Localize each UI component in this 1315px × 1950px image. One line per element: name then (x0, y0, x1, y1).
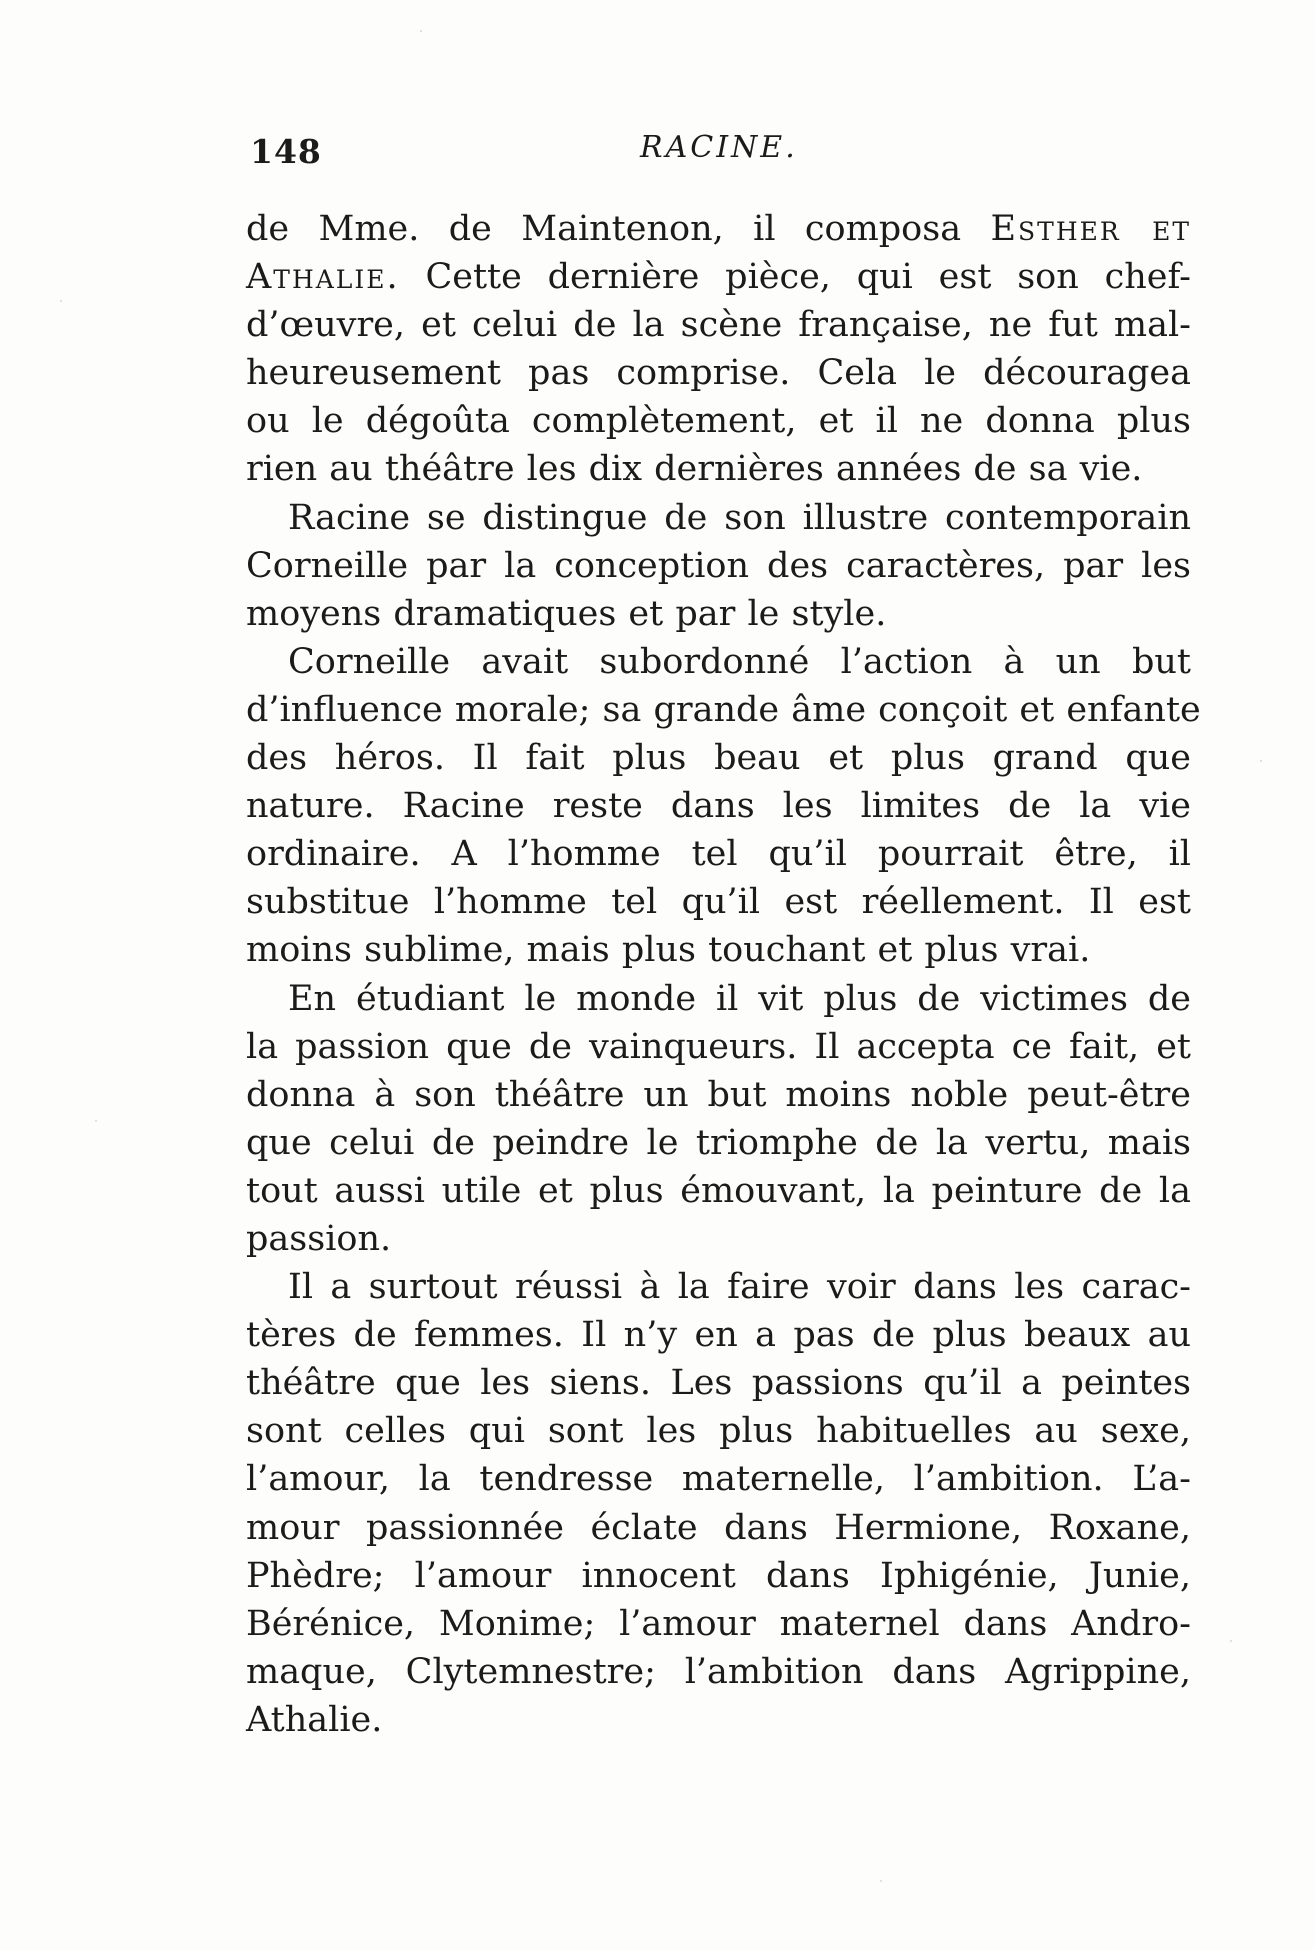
work-title-athalie: Athalie. (246, 257, 400, 298)
page-header (250, 126, 1180, 176)
text-line: nature. Racine reste dans les limites de la vie (246, 786, 1191, 827)
text-line: tout aussi utile et plus émouvant, la peinture de la (246, 1170, 1191, 1211)
text-line: mour passionnée éclate dans Hermione, Roxane, (246, 1507, 1191, 1548)
text-line: passion. (246, 1218, 392, 1259)
text-line: Phèdre; l’amour innocent dans Iphigénie, Junie, (246, 1555, 1191, 1596)
page-number: 148 (250, 132, 322, 171)
text-line: moyens dramatiques et par le style. (246, 593, 887, 634)
text-line: Corneille par la conception des caractères, par les (246, 545, 1191, 586)
text-line: Athalie. (246, 1699, 383, 1740)
text-line: que celui de peindre le triomphe de la vertu, mais (246, 1122, 1191, 1163)
text-line: ou le dégoûta complètement, et il ne donna plus (246, 401, 1191, 442)
text-line: la passion que de vainqueurs. Il accepta ce fait, et (246, 1026, 1191, 1067)
text-line: Racine se distingue de son illustre contemporain (288, 497, 1191, 538)
paragraph-1 (246, 205, 1191, 494)
text-line: des héros. Il fait plus beau et plus grand que (246, 738, 1191, 779)
paper-speck (1260, 760, 1262, 762)
text-line: Il a surtout réussi à la faire voir dans les carac- (288, 1267, 1191, 1308)
text-line: substitue l’homme tel qu’il est réellement. Il est (246, 882, 1191, 923)
paper-speck (1230, 1640, 1232, 1642)
paper-speck (95, 1120, 97, 1122)
text-line: sont celles qui sont les plus habituelles au sexe, (246, 1411, 1191, 1452)
paragraph-5 (246, 1263, 1191, 1744)
paragraph-4 (246, 975, 1191, 1264)
body-text (246, 205, 1201, 1744)
text-line: tères de femmes. Il n’y en a pas de plus beaux au (246, 1315, 1191, 1356)
work-title-esther: Esther et (990, 209, 1192, 249)
text-line: moins sublime, mais plus touchant et plus vrai. (246, 930, 1091, 971)
text-line: Athalie. Cette dernière pièce, qui est son chef- (246, 257, 1191, 298)
text-line: Corneille avait subordonné l’action à un but (288, 641, 1191, 682)
paper-speck (420, 30, 422, 32)
text-line: donna à son théâtre un but moins noble peut-être (246, 1074, 1191, 1115)
text-line: de Mme. de Maintenon, il composa Esther et (246, 209, 1192, 249)
text-line: théâtre que les siens. Les passions qu’il a peintes (246, 1363, 1191, 1404)
text-line: l’amour, la tendresse maternelle, l’ambition. L’a- (246, 1459, 1191, 1500)
text-line: rien au théâtre les dix dernières années de sa vie. (246, 449, 1143, 490)
text-line: d’influence morale; sa grande âme conçoit et enfante (246, 689, 1201, 730)
text-line: maque, Clytemnestre; l’ambition dans Agrippine, (246, 1651, 1191, 1692)
paragraph-3 (246, 638, 1201, 975)
text-line: ordinaire. A l’homme tel qu’il pourrait être, il (246, 834, 1191, 875)
text-line: heureusement pas comprise. Cela le découragea (246, 353, 1191, 394)
text-line: Bérénice, Monime; l’amour maternel dans Andro- (246, 1603, 1191, 1644)
paper-speck (880, 1880, 882, 1882)
running-title: RACINE. (640, 130, 798, 165)
text-line: d’œuvre, et celui de la scène française, ne fut mal- (246, 305, 1191, 346)
paper-speck (60, 300, 62, 302)
text-line: En étudiant le monde il vit plus de victimes de (288, 978, 1191, 1019)
paragraph-2 (246, 494, 1191, 638)
